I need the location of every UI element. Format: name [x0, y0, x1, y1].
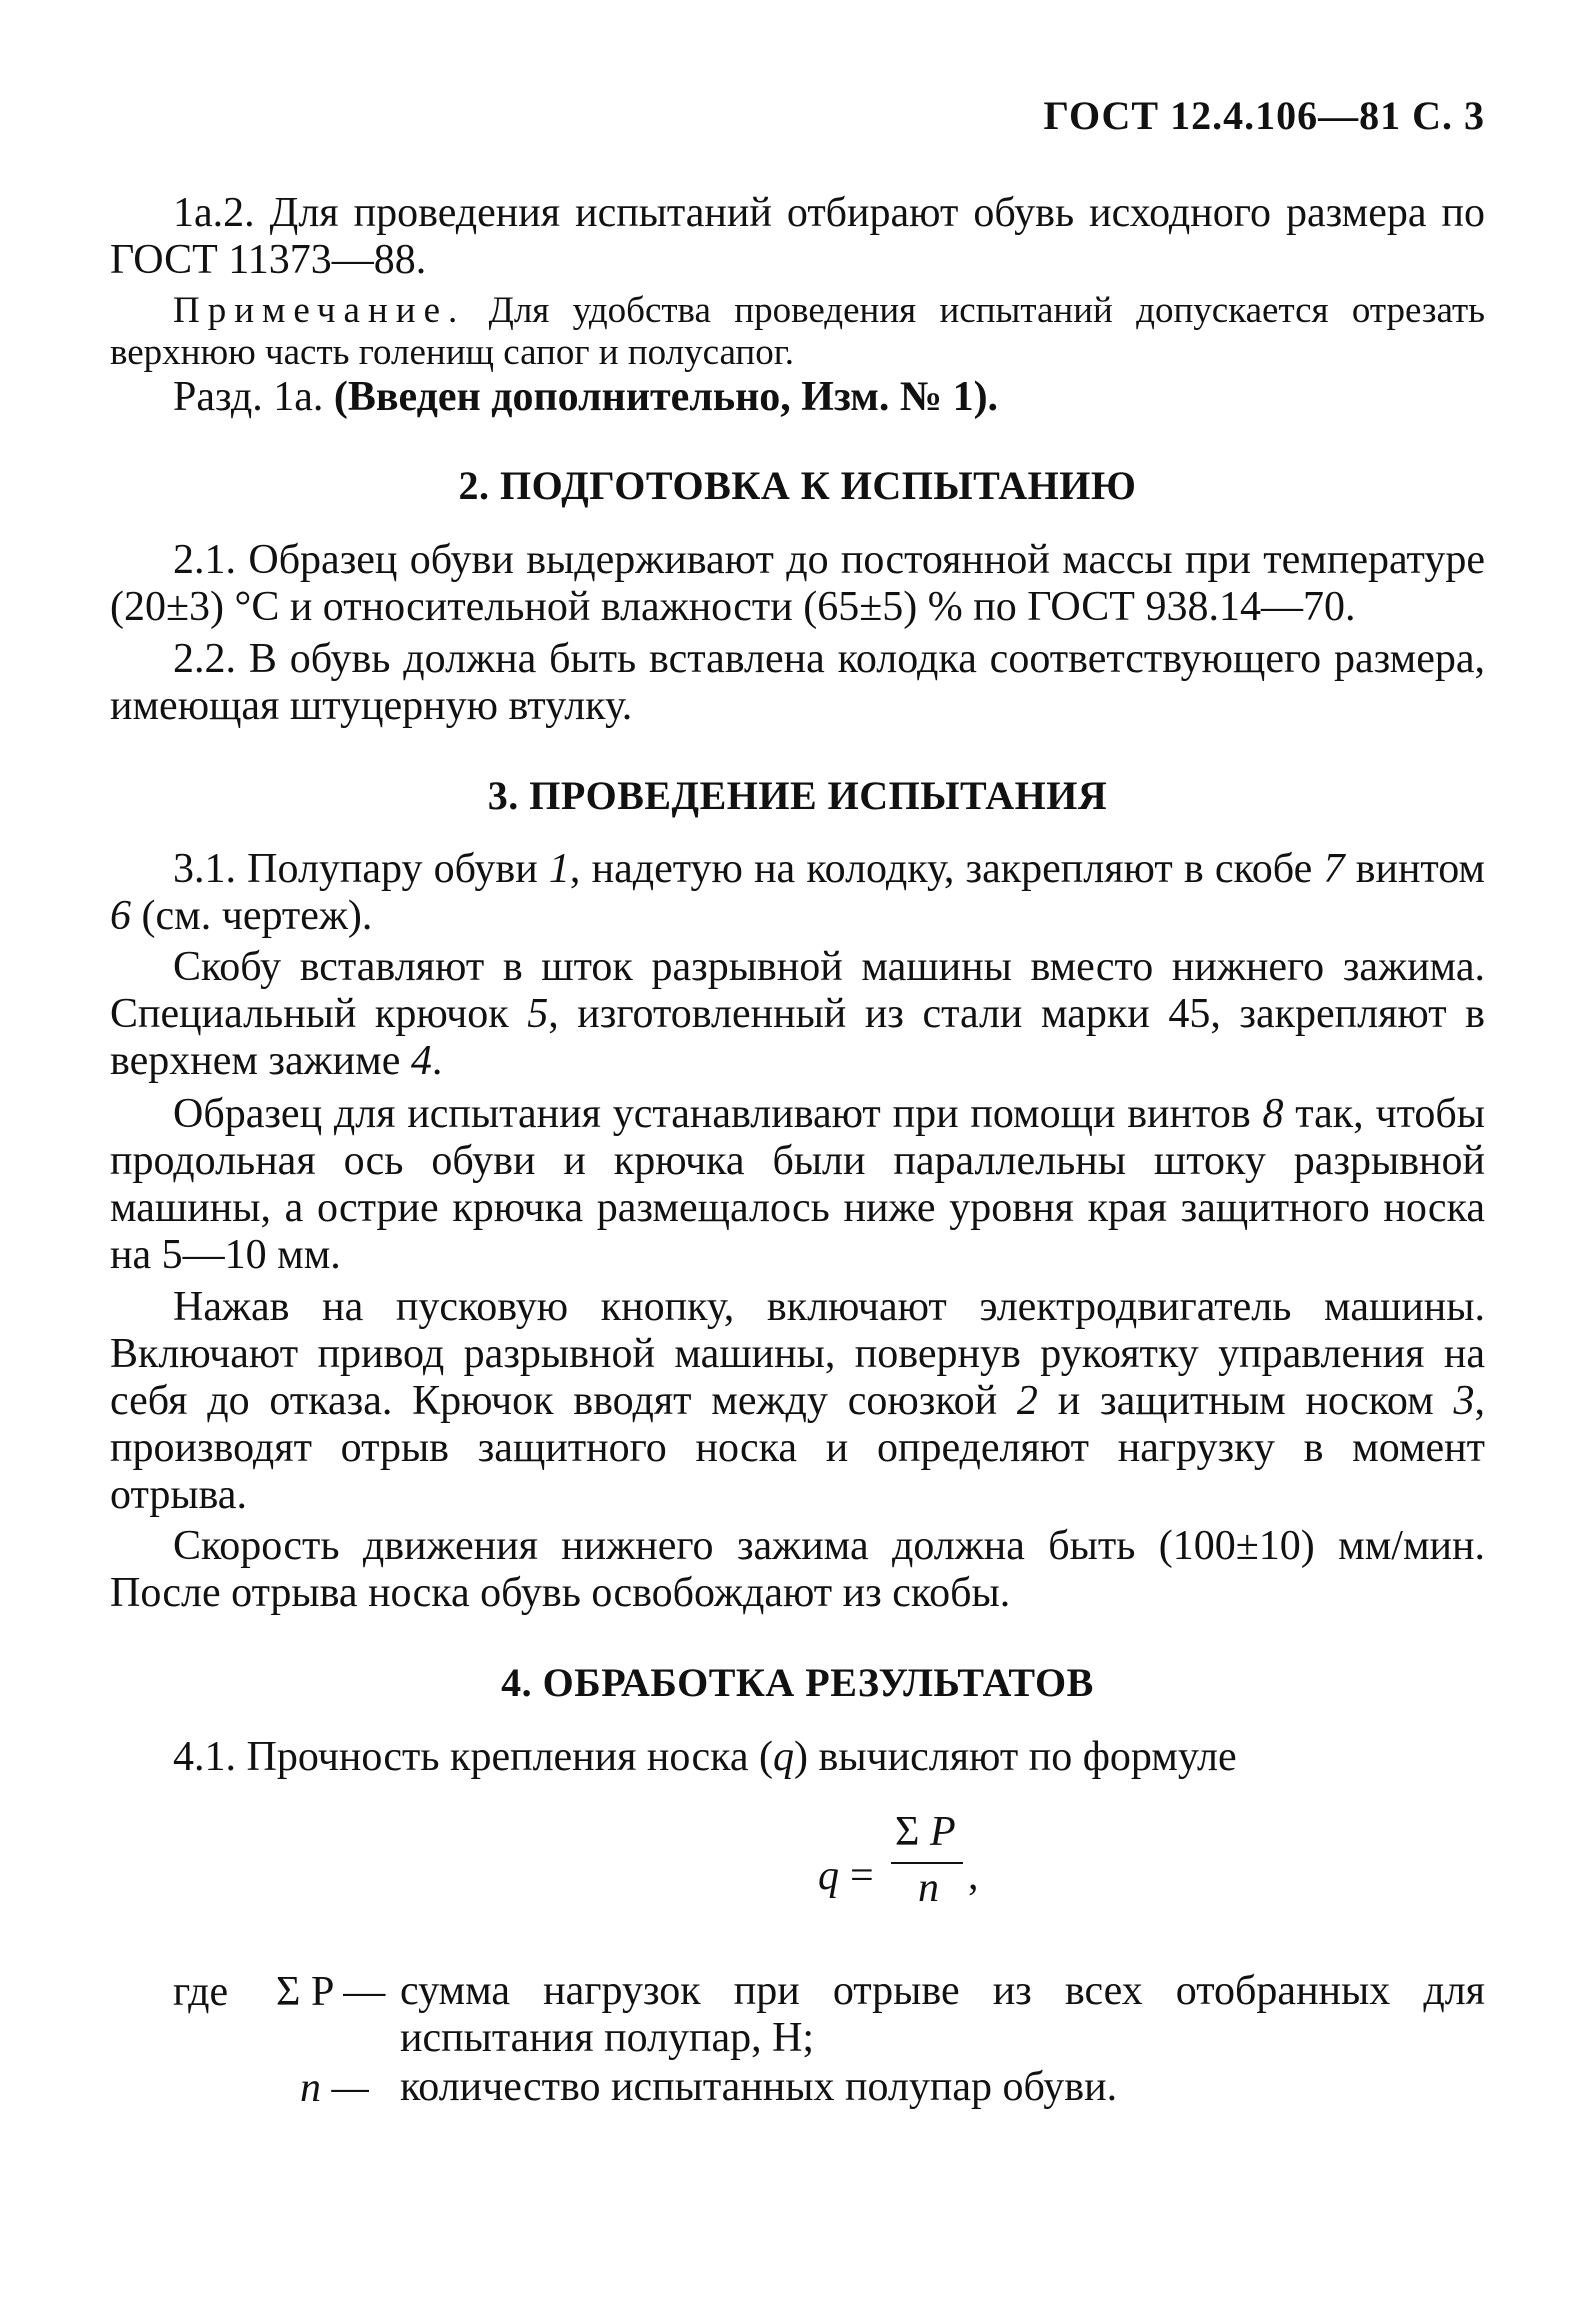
text-run: Скобу вставляют в шток разрывной машины вместо нижнего зажима. Специальный крючок: [110, 944, 1485, 1037]
text-run: Образец для испытания устанавливают при помощи винтов: [173, 1091, 1263, 1137]
text-run: .: [431, 1038, 443, 1084]
paragraph-2-2: 2.2. В обувь должна быть вставлена колодка соответствующего размера, имеющая штуцерную втулку.: [110, 636, 1485, 729]
note-text: Для удобства проведения испытаний допускается отрезать верхнюю часть голенищ сапог и полусапог.: [110, 290, 1485, 373]
definition-1-symbol: Σ P —: [276, 1969, 386, 2015]
paragraph-3-3: [110, 1091, 1485, 1279]
section-1a-prefix: Разд. 1а.: [173, 374, 334, 420]
callout-number: 4: [410, 1038, 432, 1084]
definition-2-text: количество испытанных полупар обуви.: [400, 2064, 1118, 2110]
callout-number: 2: [1016, 1378, 1038, 1424]
text-run: так, чтобы продольная ось обуви и крючка были параллельны штоку разрывной машины, а острие крючка размещалось ниже уровня края защитного носка на 5—10 мм.: [110, 1091, 1485, 1278]
text-run: Нажав на пусковую кнопку, включают электродвигатель машины. Включают привод разрывной машины, повернув рукоятку управления на себя до отказа. Крючок вводят между союзкой: [110, 1284, 1485, 1424]
paragraph-3-5: Скорость движения нижнего зажима должна быть (100±10) мм/мин. После отрыва носка обувь освобождают из скобы.: [110, 1523, 1485, 1616]
formula-equals: =: [850, 1853, 874, 1899]
section-1a-note: [110, 374, 1485, 421]
text-run: 3.1. Полупару обуви: [173, 846, 549, 892]
paragraph-4-1: [110, 1734, 1485, 1781]
section-1a-amendment: (Введен дополнительно, Изм. № 1).: [333, 374, 999, 420]
text-run: , производят отрыв защитного носка и определяют нагрузку в момент отрыва.: [110, 1378, 1486, 1518]
where-label: где: [173, 1969, 229, 2015]
paragraph-3-2: [110, 944, 1485, 1085]
definition-2-symbol: n —: [300, 2065, 369, 2111]
callout-number: 7: [1323, 846, 1345, 892]
sigma-symbol: Σ: [895, 1809, 930, 1855]
variable-p: P: [929, 1809, 956, 1855]
document-page: [110, 0, 1485, 2306]
paragraph-3-1: [110, 846, 1485, 940]
callout-number: 6: [110, 893, 131, 939]
formula-denominator: n: [918, 1865, 939, 1911]
running-head: ГОСТ 12.4.106—81 С. 3: [1043, 93, 1485, 138]
paragraph-3-4: [110, 1284, 1485, 1519]
definition-1-text: сумма нагрузок при отрыве из всех отобранных для испытания полупар, Н;: [400, 1968, 1485, 2061]
text-run: ) вычисляют по формуле: [794, 1734, 1237, 1780]
callout-number: 3: [1453, 1378, 1475, 1424]
text-run: винтом: [1344, 846, 1485, 892]
heading-section-4: 4. ОБРАБОТКА РЕЗУЛЬТАТОВ: [501, 1660, 1094, 1705]
text-run: (см. чертеж).: [131, 893, 373, 939]
text-run: , надетую на колодку, закрепляют в скобе: [569, 846, 1324, 892]
formula-comma: ,: [968, 1853, 979, 1899]
formula-strength: [698, 1808, 979, 1938]
callout-number: 5: [527, 991, 549, 1037]
formula-lhs: q: [818, 1853, 839, 1899]
formula-numerator: [895, 1808, 956, 1856]
note-paragraph: [110, 290, 1485, 374]
text-run: и защитным носком: [1037, 1378, 1454, 1424]
heading-section-2: 2. ПОДГОТОВКА К ИСПЫТАНИЮ: [458, 463, 1137, 508]
heading-section-3: 3. ПРОВЕДЕНИЕ ИСПЫТАНИЯ: [487, 773, 1108, 818]
callout-number: 8: [1262, 1091, 1284, 1137]
text-run: 4.1. Прочность крепления носка (: [173, 1734, 773, 1780]
note-label: Примечание.: [173, 290, 466, 331]
callout-number: 1: [548, 846, 570, 892]
paragraph-1a-2: 1а.2. Для проведения испытаний отбирают обувь исходного размера по ГОСТ 11373—88.: [110, 190, 1485, 283]
text-run: , изготовленный из стали марки 45, закрепляют в верхнем зажиме: [110, 991, 1485, 1084]
variable-q: q: [773, 1734, 794, 1780]
paragraph-2-1: 2.1. Образец обуви выдерживают до постоянной массы при температуре (20±3) °С и относительной влажности (65±5) % по ГОСТ 938.14—70.: [110, 537, 1485, 630]
